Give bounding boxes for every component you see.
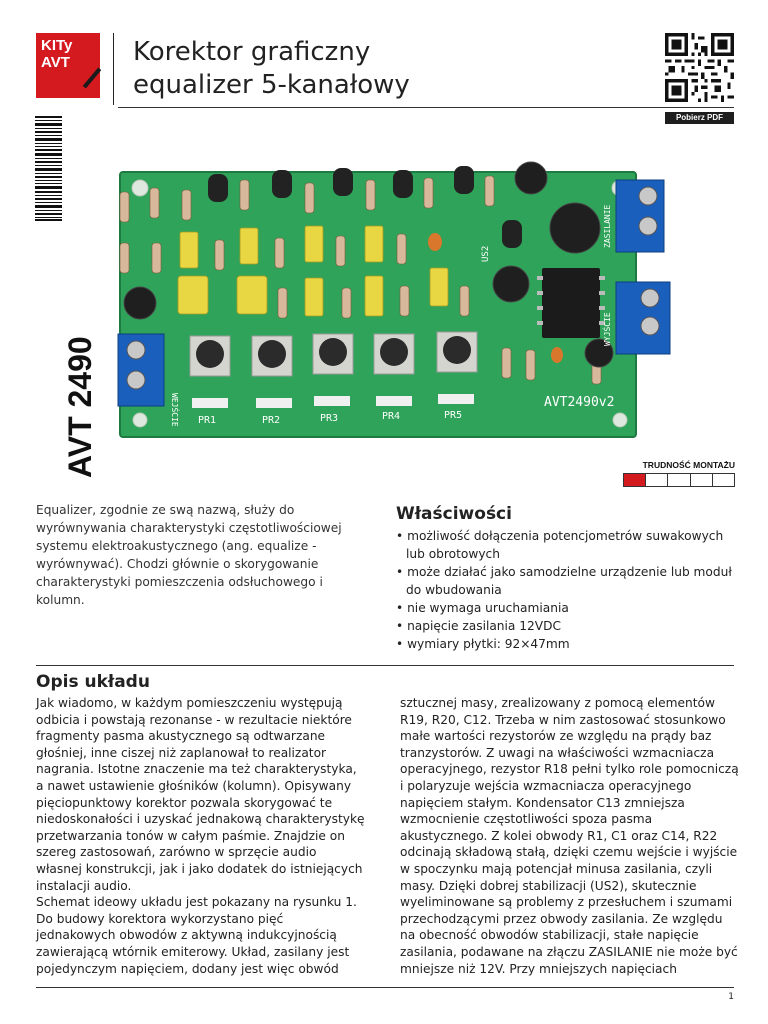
resistor	[400, 286, 409, 316]
property-item: • wymiary płytki: 92×47mm	[396, 637, 570, 651]
transistor	[272, 170, 292, 198]
difficulty-cell	[713, 474, 734, 486]
description-column-2	[400, 695, 740, 977]
resistor	[526, 350, 535, 380]
power-terminal-block	[616, 180, 664, 252]
section-rule	[36, 665, 734, 666]
logo-line1: KITy	[41, 37, 73, 54]
resistor	[342, 288, 351, 318]
resistor	[240, 180, 249, 210]
pcb-input-label: WEJŚCIE	[170, 393, 179, 427]
properties-list	[396, 527, 736, 653]
resistor	[424, 178, 433, 208]
capacitor	[305, 226, 323, 262]
page-title	[133, 36, 410, 102]
capacitor	[180, 232, 198, 268]
header-rule	[118, 107, 734, 108]
transistor	[393, 170, 413, 198]
resistor	[460, 286, 469, 316]
pcb-photo	[110, 148, 736, 443]
property-item: • napięcie zasilania 12VDC	[396, 619, 561, 633]
title-line2: equalizer 5-kanałowy	[133, 70, 410, 100]
resistor	[120, 243, 129, 273]
footer-rule	[36, 987, 734, 988]
electrolytic-capacitor	[493, 266, 529, 302]
difficulty-meter	[623, 473, 735, 487]
property-item: • nie wymaga uruchamiania	[396, 601, 569, 615]
difficulty-cell	[624, 474, 646, 486]
description-paragraph: sztucznej masy, zrealizowany z pomocą elementów R19, R20, C12. Trzeba w nim zastosować stosunkowo małe wartości rezystorów ze względu na prądy baz tranzystorów. Z uwagi na właściwości wzmacniacza operacyjnego, rezystor R18 pełni tylko role pomocniczą i polaryzuje wejścia wzmacniacza operacyjnego napięciem stałym. Kondensator C13 zmniejsza wzmocnienie częstotliwości spoza pasma akustycznego. Z kolei obwody R1, C1 oraz C14, R22 odcinają składową stałą, dzięki czemu wejście i wyjście w spoczynku mają potencjał minusa zasilania, czyli masy. Dzięki dobrej stabilizacji (US2), skutecznie wyeliminowane są problemy z przesłuchem i szumami przechodzącymi przez obwody zasilania. Ze względu na obecność obwodów stabilizacji, stałe napięcie zasilania, podawane na złączu ZASILANIE nie może być mniejsze niż 12V. Przy mniejszych napięciach	[400, 696, 739, 976]
pot-label-pr4: PR4	[382, 411, 401, 422]
op-amp-ic	[542, 268, 600, 338]
properties-heading: Właściwości	[396, 504, 512, 524]
resistor	[215, 240, 224, 270]
resistor	[120, 192, 129, 222]
resistor	[366, 180, 375, 210]
difficulty-cell	[668, 474, 690, 486]
description-paragraph: Schemat ideowy układu jest pokazany na rysunku 1. Do budowy korektora wykorzystano pięć jednakowych obwodów z aktywną indukcyjnością zawierającą wtórnik emiterowy. Układ, zasilany jest pojedynczym napięciem, dodany jest więc obwód	[36, 895, 357, 976]
ceramic-capacitor	[551, 347, 563, 363]
resistor	[485, 176, 494, 206]
pcb-power-label: ZASILANIE	[603, 204, 612, 248]
electrolytic-capacitor	[124, 287, 156, 319]
transistor	[208, 174, 228, 202]
transistor	[502, 220, 522, 248]
pot-label-pr3: PR3	[320, 413, 339, 424]
capacitor	[237, 276, 267, 314]
difficulty-cell	[646, 474, 668, 486]
capacitor	[240, 228, 258, 264]
barcode-icon	[35, 116, 62, 221]
capacitor	[178, 276, 208, 314]
capacitor	[305, 278, 323, 316]
resistor	[305, 183, 314, 213]
electrolytic-capacitor	[550, 203, 600, 253]
resistor	[278, 288, 287, 318]
resistor	[182, 190, 191, 220]
title-line1: Korektor graficzny	[133, 37, 371, 67]
resistor	[152, 243, 161, 273]
resistor	[275, 238, 284, 268]
capacitor	[430, 268, 448, 306]
pot-label-pr2: PR2	[262, 415, 281, 426]
property-item: • możliwość dołączenia potencjometrów suwakowych lub obrotowych	[396, 529, 724, 561]
ceramic-capacitor	[428, 233, 442, 251]
intro-paragraph: Equalizer, zgodnie ze swą nazwą, służy do wyrównywania charakterystyki częstotliwościowej systemu elektroakustycznego (ang. equalize - wyrównywać). Chodzi głównie o skorygowanie charakterystyki pomieszczenia odsłuchowego i kolumn.	[36, 503, 342, 607]
kity-avt-logo	[36, 33, 100, 98]
transistor	[333, 168, 353, 196]
difficulty-label: TRUDNOŚĆ MONTAŻU	[642, 460, 735, 470]
logo-line2: AVT	[41, 54, 70, 71]
pcb-us2-label: US2	[481, 245, 491, 262]
pot-label-pr5: PR5	[444, 410, 463, 421]
qr-code-icon[interactable]	[665, 33, 734, 102]
difficulty-cell	[691, 474, 713, 486]
pot-label-pr1: PR1	[198, 415, 217, 426]
header-divider	[113, 33, 114, 105]
description-paragraph: Jak wiadomo, w każdym pomieszczeniu występują odbicia i powstają rezonanse - w rezultacie niektóre fragmenty pasma akustycznego są odtwarzane głośniej, inne ciszej niż zaplanował to realizator nagrania. Istotne znaczenie ma też charakterystyka, a nawet ustawienie głośników (kolumn). Opisywany pięciopunktowy korektor pozwala skorygować te niedoskonałości i uzyskać jednakową charakterystykę przetwarzania tonów w całym paśmie. Znajdzie on szereg zastosowań, zarówno w sprzęcie audio własnej konstrukcji, jak i jako dodatek do istniejących instalacji audio.	[36, 696, 365, 893]
product-code: AVT 2490	[62, 336, 98, 478]
download-pdf-button[interactable]: Pobierz PDF	[665, 112, 734, 124]
resistor	[397, 234, 406, 264]
description-column-1	[36, 695, 366, 977]
pcb-board-label: AVT2490v2	[544, 395, 615, 410]
property-item: • może działać jako samodzielne urządzenie lub moduł do wbudowania	[396, 565, 732, 597]
resistor	[150, 188, 159, 218]
transistor	[454, 166, 474, 194]
resistor	[336, 236, 345, 266]
capacitor	[365, 226, 383, 262]
description-heading: Opis układu	[36, 672, 150, 692]
page-number: 1	[728, 992, 734, 1002]
electrolytic-capacitor	[515, 162, 547, 194]
pcb-output-label: WYJŚCIE	[603, 312, 612, 346]
resistor	[502, 348, 511, 378]
capacitor	[365, 276, 383, 316]
